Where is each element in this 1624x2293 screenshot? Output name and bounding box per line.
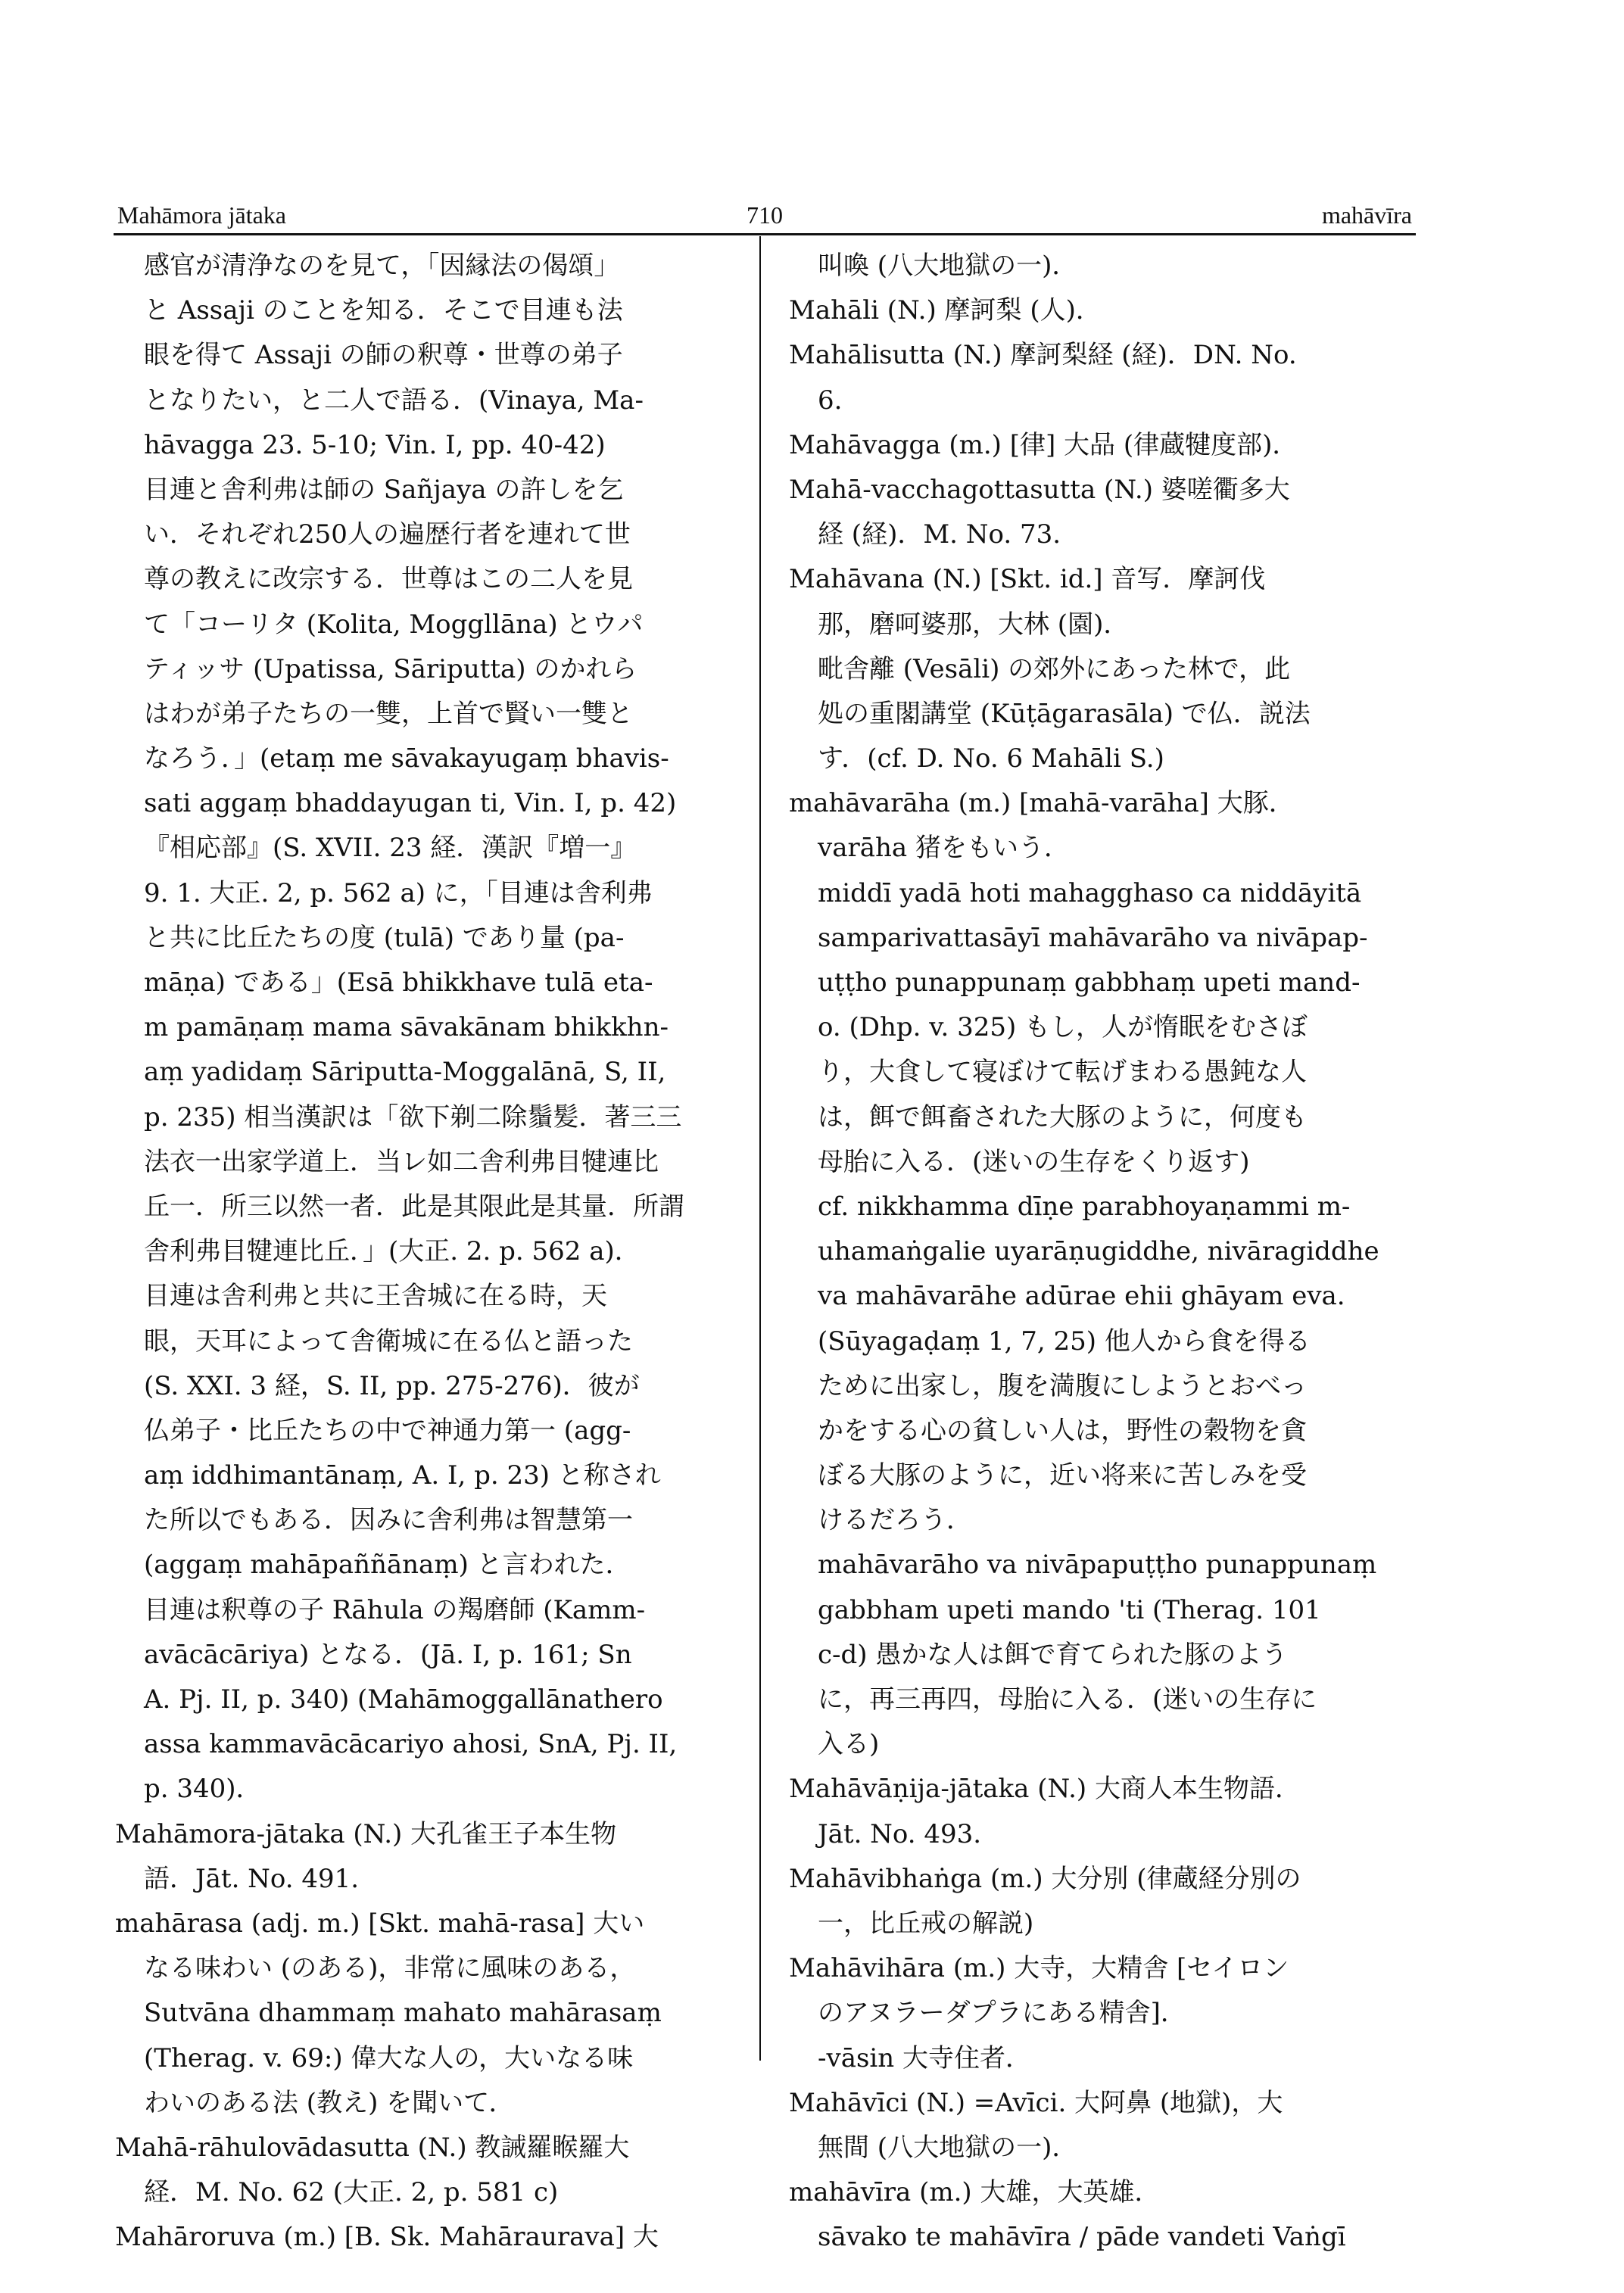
text-line: 経 (経)．M. No. 73. (818, 519, 1061, 550)
text-line: り，大食して寝ぼけて転げまわる愚鈍な人 (818, 1057, 1307, 1088)
text-line: aṃ iddhimantānaṃ, A. I, p. 23) と称され (144, 1460, 661, 1491)
entry-headword-line: Mahālisutta (N.) 摩訶梨経 (経)．DN. No. (789, 340, 1297, 371)
text-line: 法衣一出家学道上．当レ如二舎利弗目犍連比 (144, 1146, 659, 1177)
text-line: のアヌラーダプラにある精舎]． (818, 1998, 1186, 2029)
text-line: hāvagga 23. 5-10; Vin. I, pp. 40-42) (144, 429, 606, 460)
text-line: 目連は釈尊の子 Rāhula の羯磨師 (Kamm- (144, 1594, 646, 1625)
text-line: に，再三再四，母胎に入る．(迷いの生存に (818, 1684, 1317, 1715)
text-line: 感官が清浄なのを見て，「因縁法の偈頌」 (144, 251, 620, 281)
entry-headword-line: mahārasa (adj. m.) [Skt. mahā-rasa] 大い (115, 1908, 645, 1939)
text-line: middī yadā hoti mahagghaso ca niddāyitā (818, 877, 1362, 908)
entry-headword-line: Mahāvihāra (m.) 大寺，大精舎 [セイロン (789, 1953, 1289, 1984)
text-line: (aggaṃ mahāpaññānaṃ) と言われた． (144, 1550, 631, 1581)
text-line: 処の重閣講堂 (Kūṭāgarasāla) で仏．説法 (818, 698, 1311, 729)
text-line: た所以でもある．因みに舎利弗は智慧第一 (144, 1505, 633, 1536)
entry-headword-line: mahāvīra (m.) 大雄，大英雄． (789, 2177, 1161, 2208)
text-line: はわが弟子たちの一雙，上首で賢い一雙と (144, 698, 633, 729)
text-line: 仏弟子・比丘たちの中で神通力第一 (agg- (144, 1415, 631, 1446)
text-line: p. 235) 相当漢訳は「欲下剃二除鬚髪．著三三 (144, 1101, 682, 1132)
text-line: 母胎に入る．(迷いの生存をくり返す) (818, 1146, 1250, 1177)
text-line: o. (Dhp. v. 325) もし，人が惰眠をむさぼ (818, 1012, 1308, 1043)
text-line: ティッサ (Upatissa, Sāriputta) のかれら (144, 653, 637, 684)
column-divider (759, 236, 761, 2061)
text-line: 目連は舎利弗と共に王舎城に在る時，天 (144, 1281, 607, 1312)
entry-headword-line: Mahāroruva (m.) [B. Sk. Mahāraurava] 大 (115, 2222, 659, 2253)
entry-headword-line: mahāvarāha (m.) [mahā-varāha] 大豚． (789, 788, 1295, 819)
text-line: samparivattasāyī mahāvarāho va nivāpap- (818, 922, 1368, 953)
entry-headword-line: Mahā-vacchagottasutta (N.) 婆嗟衢多大 (789, 474, 1290, 505)
text-line: 9. 1. 大正. 2, p. 562 a) に，「目連は舎利弗 (144, 877, 653, 908)
text-line: m pamāṇaṃ mama sāvakānam bhikkhn- (144, 1012, 669, 1043)
text-line: gabbham upeti mando 'ti (Therag. 101 (818, 1594, 1321, 1625)
text-line: (Sūyagaḍaṃ 1, 7, 25) 他人から食を得る (818, 1326, 1311, 1357)
text-line: (Therag. v. 69:) 偉大な人の，大いなる味 (144, 2042, 634, 2073)
text-line: 目連と舎利弗は師の Sañjaya の許しを乞 (144, 474, 624, 505)
text-line: 経．M. No. 62 (大正. 2, p. 581 c) (144, 2177, 559, 2208)
text-line: となりたい，と二人で語る．(Vinaya, Ma- (144, 385, 644, 416)
text-line: 一，比丘戒の解説) (818, 1908, 1034, 1939)
text-line: Jāt. No. 493. (818, 1818, 982, 1849)
text-line: mahāvarāho va nivāpapuṭṭho punappunaṃ (818, 1550, 1377, 1581)
text-line: は，餌で餌畜された大豚のように，何度も (818, 1101, 1307, 1132)
right-column (789, 244, 1410, 2260)
text-line: cf. nikkhamma dīṇe parabhoyaṇammi m- (818, 1191, 1351, 1222)
entry-headword-line: Mahāvāṇija-jātaka (N.) 大商人本生物語． (789, 1774, 1301, 1805)
text-line: 6. (818, 385, 843, 416)
text-line: 尊の教えに改宗する．世尊はこの二人を見 (144, 564, 633, 595)
text-line: なる味わい (のある)，非常に風味のある， (144, 1953, 636, 1984)
text-line: 舎利弗目犍連比丘．」(大正. 2. p. 562 a)． (144, 1236, 641, 1267)
text-line: 語．Jāt. No. 491. (144, 1863, 360, 1894)
text-line: て「コーリタ (Kolita, Moggllāna) とウパ (144, 609, 644, 640)
text-line: なろう．」(etaṃ me sāvakayugaṃ bhavis- (144, 743, 669, 774)
text-line: assa kammavācācariyo ahosi, SnA, Pj. II, (144, 1729, 678, 1760)
text-line: 叫喚 (八大地獄の一)． (818, 251, 1078, 281)
entry-headword-line: Mahāvibhaṅga (m.) 大分別 (律蔵経分別の (789, 1863, 1301, 1894)
text-line: sāvako te mahāvīra / pāde vandeti Vaṅgī (818, 2222, 1346, 2253)
text-line: わいのある法 (教え) を聞いて． (144, 2087, 515, 2118)
text-line: varāha 猪をもいう． (818, 833, 1070, 864)
page-number: 710 (747, 201, 783, 229)
text-line: い．それぞれ250人の遍歴行者を連れて世 (144, 519, 631, 550)
text-line: 無間 (八大地獄の一)． (818, 2132, 1078, 2163)
entry-headword-line: Mahāvana (N.) [Skt. id.] 音写．摩訶伐 (789, 564, 1266, 595)
text-line: sati aggaṃ bhaddayugan ti, Vin. I, p. 42) (144, 788, 677, 819)
entry-headword-line: Mahāmora-jātaka (N.) 大孔雀王子本生物 (115, 1818, 617, 1849)
text-line: ぼる大豚のように，近い将来に苦しみを受 (818, 1460, 1307, 1491)
text-line: -vāsin 大寺住者． (818, 2042, 1031, 2073)
left-column (115, 244, 736, 2260)
text-line: と Assaji のことを知る．そこで目連も法 (144, 295, 623, 326)
text-line: avācācāriya) となる．(Jā. I, p. 161; Sn (144, 1639, 632, 1670)
text-line: 眼を得て Assaji の師の釈尊・世尊の弟子 (144, 340, 623, 371)
text-line: c-d) 愚かな人は餌で育てられた豚のよう (818, 1639, 1288, 1670)
text-line: aṃ yadidaṃ Sāriputta-Moggalānā, S, II, (144, 1057, 666, 1088)
text-line: A. Pj. II, p. 340) (Mahāmoggallānathero (144, 1684, 663, 1715)
entry-headword-line: Mahāli (N.) 摩訶梨 (人)． (789, 295, 1102, 326)
text-line: va mahāvarāhe adūrae ehii ghāyam eva. (818, 1281, 1345, 1312)
text-line: uṭṭho punappunaṃ gabbhaṃ upeti mand- (818, 967, 1361, 998)
text-line: 『相応部』(S. XVII. 23 経．漢訳『増一』 (144, 833, 637, 864)
text-line: p. 340)． (144, 1774, 262, 1805)
text-line: uhamaṅgalie uyarāṇugiddhe, nivāragiddhe (818, 1236, 1379, 1267)
text-line: かをする心の貧しい人は，野性の穀物を貪 (818, 1415, 1307, 1446)
header-rule (114, 233, 1416, 235)
entry-headword-line: Mahāvīci (N.) =Avīci. 大阿鼻 (地獄)，大 (789, 2087, 1283, 2118)
entry-headword-line: Mahā-rāhulovādasutta (N.) 教誡羅睺羅大 (115, 2132, 630, 2163)
text-line: けるだろう． (818, 1505, 972, 1536)
text-line: す．(cf. D. No. 6 Mahāli S.) (818, 743, 1164, 774)
text-line: māṇa) である」(Esā bhikkhave tulā eta- (144, 967, 653, 998)
text-line: と共に比丘たちの度 (tulā) であり量 (pa- (144, 922, 625, 953)
text-line: 丘一．所三以然一者．此是其限此是其量．所謂 (144, 1191, 684, 1222)
entry-headword-line: Mahāvagga (m.) [律] 大品 (律蔵犍度部)． (789, 429, 1298, 460)
text-line: (S. XXI. 3 経，S. II, pp. 275-276)．彼が (144, 1370, 640, 1401)
header-right-guideword: mahāvīra (1321, 201, 1412, 229)
text-line: 那，磨呵婆那，大林 (園)． (818, 609, 1130, 640)
header-left-guideword: Mahāmora jātaka (117, 201, 286, 229)
text-line: ために出家し，腹を満腹にしようとおべっ (818, 1370, 1307, 1401)
text-line: 入る) (818, 1729, 880, 1760)
text-line: 毗舎離 (Vesāli) の郊外にあった林で，此 (818, 653, 1291, 684)
text-line: Sutvāna dhammaṃ mahato mahārasaṃ (144, 1998, 662, 2029)
running-header (117, 201, 1412, 232)
text-line: 眼，天耳によって舎衛城に在る仏と語った (144, 1326, 633, 1357)
